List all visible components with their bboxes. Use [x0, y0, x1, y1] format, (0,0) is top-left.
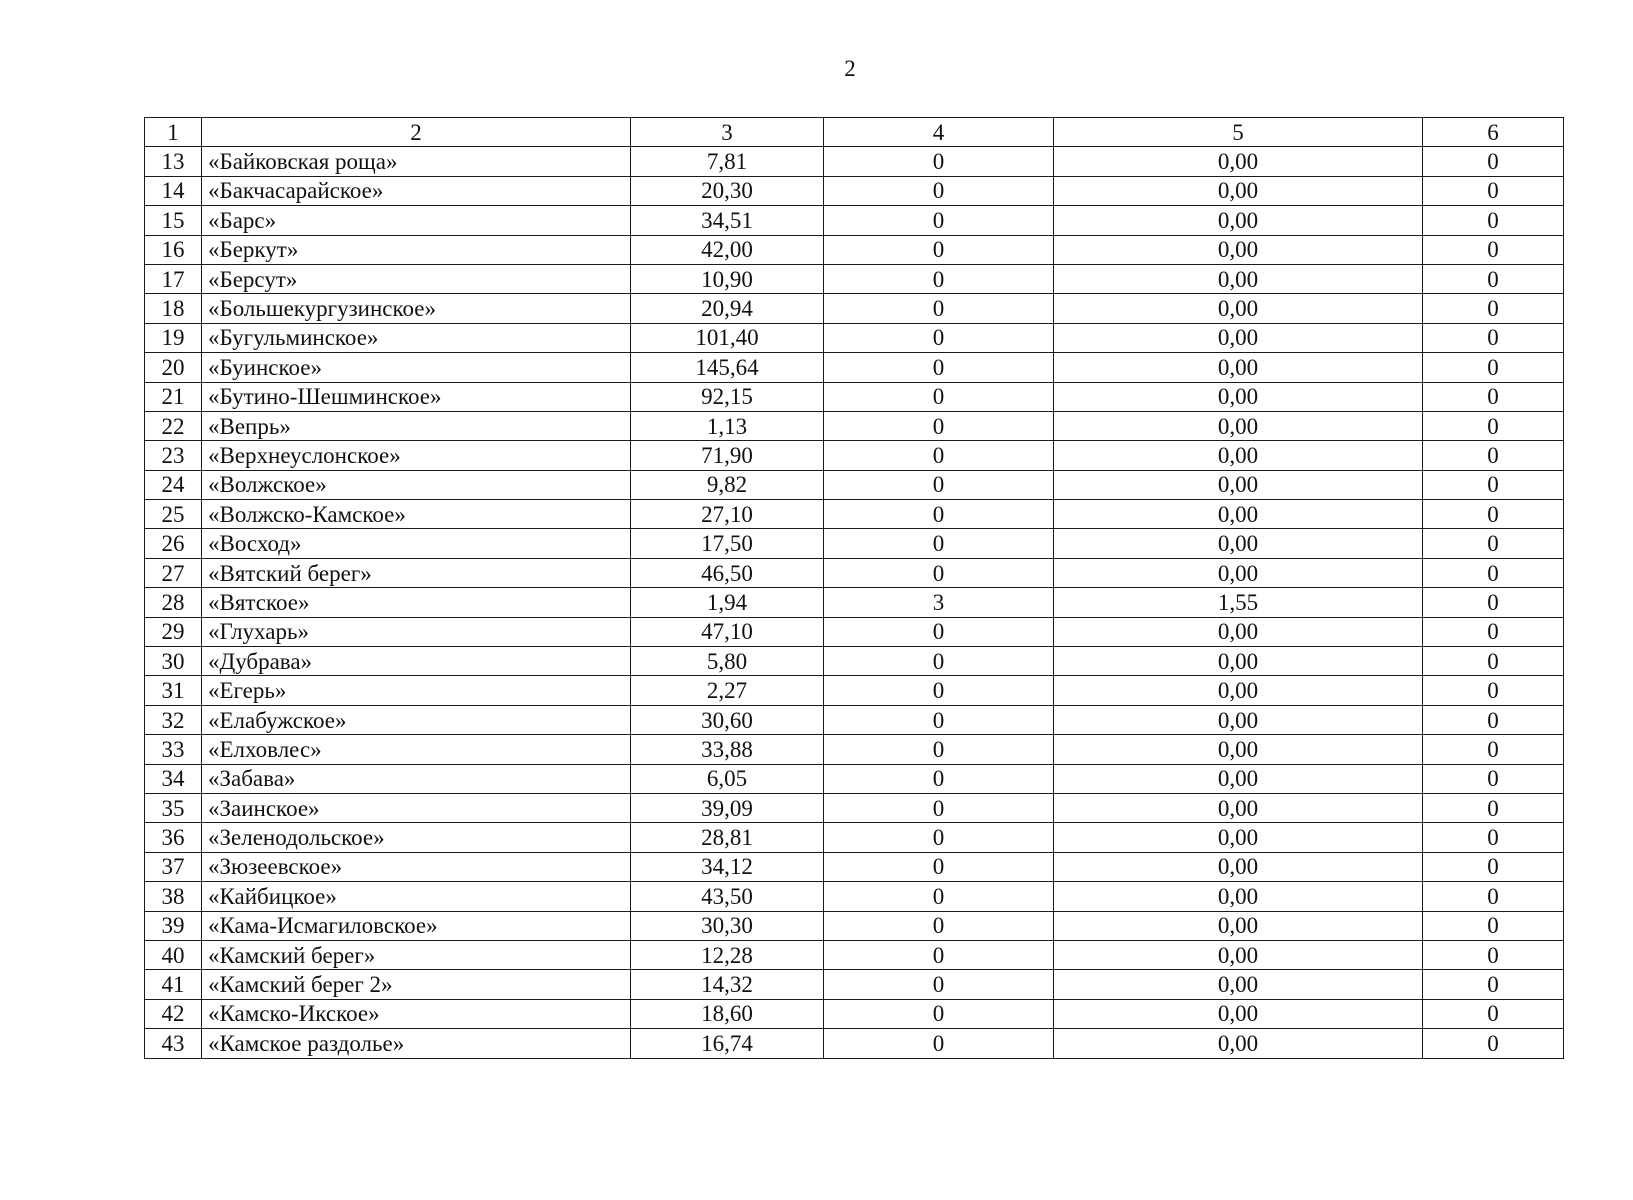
object-name-cell: «Восход» — [202, 529, 631, 558]
value-col3-cell: 16,74 — [631, 1029, 824, 1058]
table-row — [145, 793, 1564, 822]
object-name-cell: «Заинское» — [202, 793, 631, 822]
object-name-cell: «Зеленодольское» — [202, 823, 631, 852]
value-col6-cell: 0 — [1423, 882, 1564, 911]
value-col4-cell: 0 — [824, 353, 1054, 382]
table-row — [145, 235, 1564, 264]
row-number-cell: 39 — [145, 911, 202, 940]
value-col6-cell: 0 — [1423, 264, 1564, 293]
value-col5-cell: 0,00 — [1054, 529, 1423, 558]
value-col5-cell: 0,00 — [1054, 911, 1423, 940]
value-col5-cell: 0,00 — [1054, 558, 1423, 587]
table-row — [145, 353, 1564, 382]
value-col5-cell: 0,00 — [1054, 999, 1423, 1028]
value-col6-cell: 0 — [1423, 647, 1564, 676]
value-col3-cell: 34,51 — [631, 206, 824, 235]
object-name-cell: «Барс» — [202, 206, 631, 235]
row-number-cell: 34 — [145, 764, 202, 793]
value-col5-cell: 0,00 — [1054, 470, 1423, 499]
value-col4-cell: 0 — [824, 882, 1054, 911]
row-number-cell: 30 — [145, 647, 202, 676]
object-name-cell: «Волжско-Камское» — [202, 500, 631, 529]
row-number-cell: 23 — [145, 441, 202, 470]
value-col5-cell: 0,00 — [1054, 235, 1423, 264]
table-row — [145, 882, 1564, 911]
value-col6-cell: 0 — [1423, 676, 1564, 705]
column-header-3: 3 — [631, 118, 824, 147]
value-col3-cell: 2,27 — [631, 676, 824, 705]
value-col4-cell: 0 — [824, 529, 1054, 558]
value-col6-cell: 0 — [1423, 911, 1564, 940]
value-col4-cell: 3 — [824, 588, 1054, 617]
value-col3-cell: 30,30 — [631, 911, 824, 940]
value-col6-cell: 0 — [1423, 558, 1564, 587]
object-name-cell: «Волжское» — [202, 470, 631, 499]
value-col3-cell: 1,13 — [631, 411, 824, 440]
value-col4-cell: 0 — [824, 852, 1054, 881]
value-col6-cell: 0 — [1423, 823, 1564, 852]
table-row — [145, 1029, 1564, 1058]
value-col5-cell: 0,00 — [1054, 441, 1423, 470]
value-col5-cell: 0,00 — [1054, 206, 1423, 235]
value-col4-cell: 0 — [824, 617, 1054, 646]
object-name-cell: «Кама-Исмагиловское» — [202, 911, 631, 940]
table-row — [145, 676, 1564, 705]
row-number-cell: 15 — [145, 206, 202, 235]
value-col4-cell: 0 — [824, 793, 1054, 822]
value-col5-cell: 0,00 — [1054, 970, 1423, 999]
row-number-cell: 42 — [145, 999, 202, 1028]
value-col6-cell: 0 — [1423, 206, 1564, 235]
table-row — [145, 940, 1564, 969]
value-col5-cell: 0,00 — [1054, 735, 1423, 764]
value-col5-cell: 0,00 — [1054, 353, 1423, 382]
value-col4-cell: 0 — [824, 764, 1054, 793]
value-col6-cell: 0 — [1423, 500, 1564, 529]
value-col4-cell: 0 — [824, 735, 1054, 764]
table-row — [145, 529, 1564, 558]
object-name-cell: «Байковская роща» — [202, 147, 631, 176]
table-body — [145, 147, 1564, 1058]
value-col4-cell: 0 — [824, 323, 1054, 352]
table-row — [145, 823, 1564, 852]
value-col5-cell: 0,00 — [1054, 940, 1423, 969]
value-col6-cell: 0 — [1423, 970, 1564, 999]
row-number-cell: 27 — [145, 558, 202, 587]
row-number-cell: 36 — [145, 823, 202, 852]
value-col3-cell: 92,15 — [631, 382, 824, 411]
table-row — [145, 382, 1564, 411]
value-col5-cell: 0,00 — [1054, 647, 1423, 676]
object-name-cell: «Большекургузинское» — [202, 294, 631, 323]
value-col3-cell: 7,81 — [631, 147, 824, 176]
value-col5-cell: 0,00 — [1054, 793, 1423, 822]
value-col4-cell: 0 — [824, 206, 1054, 235]
row-number-cell: 21 — [145, 382, 202, 411]
value-col4-cell: 0 — [824, 823, 1054, 852]
value-col3-cell: 43,50 — [631, 882, 824, 911]
row-number-cell: 31 — [145, 676, 202, 705]
header-row — [145, 118, 1564, 147]
row-number-cell: 43 — [145, 1029, 202, 1058]
table-row — [145, 617, 1564, 646]
object-name-cell: «Верхнеуслонское» — [202, 441, 631, 470]
value-col6-cell: 0 — [1423, 705, 1564, 734]
row-number-cell: 32 — [145, 705, 202, 734]
table-row — [145, 441, 1564, 470]
object-name-cell: «Егерь» — [202, 676, 631, 705]
value-col6-cell: 0 — [1423, 940, 1564, 969]
row-number-cell: 25 — [145, 500, 202, 529]
object-name-cell: «Берсут» — [202, 264, 631, 293]
value-col3-cell: 20,94 — [631, 294, 824, 323]
value-col4-cell: 0 — [824, 470, 1054, 499]
value-col3-cell: 18,60 — [631, 999, 824, 1028]
table-row — [145, 294, 1564, 323]
object-name-cell: «Глухарь» — [202, 617, 631, 646]
table-row — [145, 411, 1564, 440]
value-col4-cell: 0 — [824, 705, 1054, 734]
value-col6-cell: 0 — [1423, 294, 1564, 323]
value-col6-cell: 0 — [1423, 411, 1564, 440]
value-col4-cell: 0 — [824, 411, 1054, 440]
table-row — [145, 852, 1564, 881]
row-number-cell: 41 — [145, 970, 202, 999]
object-name-cell: «Беркут» — [202, 235, 631, 264]
value-col3-cell: 1,94 — [631, 588, 824, 617]
table-row — [145, 470, 1564, 499]
row-number-cell: 22 — [145, 411, 202, 440]
value-col3-cell: 46,50 — [631, 558, 824, 587]
object-name-cell: «Зюзеевское» — [202, 852, 631, 881]
value-col4-cell: 0 — [824, 647, 1054, 676]
value-col3-cell: 71,90 — [631, 441, 824, 470]
value-col6-cell: 0 — [1423, 147, 1564, 176]
value-col3-cell: 39,09 — [631, 793, 824, 822]
value-col4-cell: 0 — [824, 970, 1054, 999]
value-col5-cell: 0,00 — [1054, 882, 1423, 911]
value-col4-cell: 0 — [824, 558, 1054, 587]
value-col5-cell: 0,00 — [1054, 617, 1423, 646]
table-row — [145, 206, 1564, 235]
row-number-cell: 37 — [145, 852, 202, 881]
table-row — [145, 999, 1564, 1028]
value-col3-cell: 30,60 — [631, 705, 824, 734]
value-col3-cell: 47,10 — [631, 617, 824, 646]
row-number-cell: 40 — [145, 940, 202, 969]
row-number-cell: 13 — [145, 147, 202, 176]
value-col6-cell: 0 — [1423, 235, 1564, 264]
value-col4-cell: 0 — [824, 176, 1054, 205]
table-row — [145, 764, 1564, 793]
table-row — [145, 264, 1564, 293]
object-name-cell: «Камский берег» — [202, 940, 631, 969]
object-name-cell: «Камское раздолье» — [202, 1029, 631, 1058]
value-col5-cell: 0,00 — [1054, 323, 1423, 352]
table-row — [145, 647, 1564, 676]
row-number-cell: 26 — [145, 529, 202, 558]
row-number-cell: 18 — [145, 294, 202, 323]
value-col3-cell: 145,64 — [631, 353, 824, 382]
column-header-4: 4 — [824, 118, 1054, 147]
value-col3-cell: 33,88 — [631, 735, 824, 764]
table-row — [145, 588, 1564, 617]
value-col3-cell: 28,81 — [631, 823, 824, 852]
table-row — [145, 558, 1564, 587]
table-header — [145, 118, 1564, 147]
value-col6-cell: 0 — [1423, 617, 1564, 646]
object-name-cell: «Бугульминское» — [202, 323, 631, 352]
object-name-cell: «Бутино-Шешминское» — [202, 382, 631, 411]
value-col3-cell: 42,00 — [631, 235, 824, 264]
value-col4-cell: 0 — [824, 441, 1054, 470]
value-col3-cell: 14,32 — [631, 970, 824, 999]
value-col6-cell: 0 — [1423, 382, 1564, 411]
value-col6-cell: 0 — [1423, 793, 1564, 822]
table-row — [145, 500, 1564, 529]
object-name-cell: «Бакчасарайское» — [202, 176, 631, 205]
value-col6-cell: 0 — [1423, 1029, 1564, 1058]
value-col5-cell: 0,00 — [1054, 500, 1423, 529]
page-number: 2 — [844, 56, 856, 81]
value-col5-cell: 0,00 — [1054, 676, 1423, 705]
value-col3-cell: 5,80 — [631, 647, 824, 676]
value-col5-cell: 0,00 — [1054, 294, 1423, 323]
object-name-cell: «Вепрь» — [202, 411, 631, 440]
row-number-cell: 33 — [145, 735, 202, 764]
column-header-2: 2 — [202, 118, 631, 147]
value-col4-cell: 0 — [824, 999, 1054, 1028]
value-col4-cell: 0 — [824, 264, 1054, 293]
value-col5-cell: 0,00 — [1054, 147, 1423, 176]
row-number-cell: 35 — [145, 793, 202, 822]
object-name-cell: «Вятский берег» — [202, 558, 631, 587]
value-col4-cell: 0 — [824, 294, 1054, 323]
value-col3-cell: 101,40 — [631, 323, 824, 352]
value-col5-cell: 1,55 — [1054, 588, 1423, 617]
row-number-cell: 24 — [145, 470, 202, 499]
object-name-cell: «Камский берег 2» — [202, 970, 631, 999]
object-name-cell: «Камско-Икское» — [202, 999, 631, 1028]
value-col6-cell: 0 — [1423, 764, 1564, 793]
value-col5-cell: 0,00 — [1054, 764, 1423, 793]
value-col3-cell: 20,30 — [631, 176, 824, 205]
value-col4-cell: 0 — [824, 147, 1054, 176]
value-col6-cell: 0 — [1423, 999, 1564, 1028]
value-col3-cell: 6,05 — [631, 764, 824, 793]
table-row — [145, 147, 1564, 176]
column-header-1: 1 — [145, 118, 202, 147]
object-name-cell: «Буинское» — [202, 353, 631, 382]
object-name-cell: «Забава» — [202, 764, 631, 793]
data-table — [144, 117, 1564, 1059]
value-col3-cell: 34,12 — [631, 852, 824, 881]
value-col3-cell: 17,50 — [631, 529, 824, 558]
table-row — [145, 735, 1564, 764]
value-col3-cell: 10,90 — [631, 264, 824, 293]
row-number-cell: 16 — [145, 235, 202, 264]
row-number-cell: 20 — [145, 353, 202, 382]
value-col6-cell: 0 — [1423, 176, 1564, 205]
value-col3-cell: 9,82 — [631, 470, 824, 499]
value-col4-cell: 0 — [824, 382, 1054, 411]
value-col4-cell: 0 — [824, 911, 1054, 940]
value-col6-cell: 0 — [1423, 852, 1564, 881]
object-name-cell: «Елабужское» — [202, 705, 631, 734]
value-col5-cell: 0,00 — [1054, 705, 1423, 734]
value-col5-cell: 0,00 — [1054, 176, 1423, 205]
row-number-cell: 28 — [145, 588, 202, 617]
row-number-cell: 29 — [145, 617, 202, 646]
value-col6-cell: 0 — [1423, 735, 1564, 764]
value-col4-cell: 0 — [824, 676, 1054, 705]
value-col5-cell: 0,00 — [1054, 411, 1423, 440]
row-number-cell: 14 — [145, 176, 202, 205]
table-row — [145, 323, 1564, 352]
object-name-cell: «Дубрава» — [202, 647, 631, 676]
value-col5-cell: 0,00 — [1054, 823, 1423, 852]
row-number-cell: 19 — [145, 323, 202, 352]
table-row — [145, 911, 1564, 940]
value-col4-cell: 0 — [824, 235, 1054, 264]
value-col6-cell: 0 — [1423, 353, 1564, 382]
value-col5-cell: 0,00 — [1054, 382, 1423, 411]
value-col5-cell: 0,00 — [1054, 264, 1423, 293]
object-name-cell: «Вятское» — [202, 588, 631, 617]
table-row — [145, 176, 1564, 205]
table-row — [145, 970, 1564, 999]
row-number-cell: 17 — [145, 264, 202, 293]
column-header-5: 5 — [1054, 118, 1423, 147]
value-col6-cell: 0 — [1423, 441, 1564, 470]
value-col4-cell: 0 — [824, 500, 1054, 529]
row-number-cell: 38 — [145, 882, 202, 911]
value-col4-cell: 0 — [824, 940, 1054, 969]
value-col4-cell: 0 — [824, 1029, 1054, 1058]
value-col6-cell: 0 — [1423, 529, 1564, 558]
object-name-cell: «Елховлес» — [202, 735, 631, 764]
table-row — [145, 705, 1564, 734]
value-col5-cell: 0,00 — [1054, 852, 1423, 881]
value-col6-cell: 0 — [1423, 470, 1564, 499]
column-header-6: 6 — [1423, 118, 1564, 147]
value-col5-cell: 0,00 — [1054, 1029, 1423, 1058]
value-col3-cell: 12,28 — [631, 940, 824, 969]
value-col6-cell: 0 — [1423, 588, 1564, 617]
value-col3-cell: 27,10 — [631, 500, 824, 529]
value-col6-cell: 0 — [1423, 323, 1564, 352]
object-name-cell: «Кайбицкое» — [202, 882, 631, 911]
